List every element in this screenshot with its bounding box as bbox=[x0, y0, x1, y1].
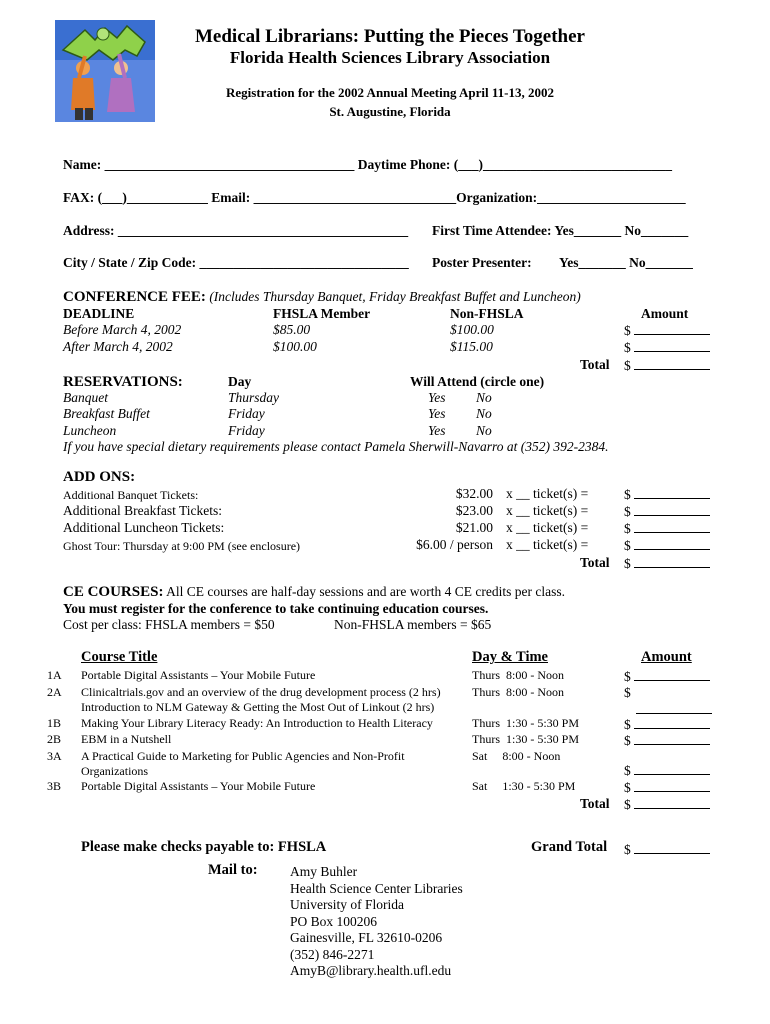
fee-total-label: Total bbox=[580, 357, 610, 372]
addon-label: Additional Luncheon Tickets: bbox=[63, 520, 225, 535]
reservation-day: Thursday bbox=[228, 390, 280, 405]
addon-price: $6.00 / person bbox=[416, 537, 493, 552]
reservation-day: Friday bbox=[228, 406, 265, 421]
reservation-event: Banquet bbox=[63, 390, 108, 405]
course-amount-field[interactable] bbox=[624, 779, 710, 796]
reservation-yes-option[interactable]: Yes bbox=[428, 423, 446, 438]
email-link[interactable]: AmyB@library.health.ufl.edu bbox=[290, 963, 452, 978]
fax-email-org-field[interactable]: FAX: (___)____________ Email: ______________________________Organization:______________________ bbox=[63, 190, 686, 205]
course-time: Thurs 1:30 - 5:30 PM bbox=[472, 732, 580, 746]
course-title: Making Your Library Literacy Ready: An Introduction to Health Literacy bbox=[81, 716, 433, 730]
fee-row-non: $115.00 bbox=[450, 339, 493, 354]
dollar-sign: $ bbox=[624, 842, 631, 857]
course-title: Portable Digital Assistants – Your Mobile Future bbox=[81, 779, 316, 793]
addon-amount-field[interactable] bbox=[624, 503, 710, 520]
fee-amount-field[interactable] bbox=[624, 322, 710, 339]
course-code: 2B bbox=[47, 732, 62, 746]
dollar-sign: $ bbox=[624, 521, 631, 536]
fee-heading-text: CONFERENCE FEE: bbox=[63, 289, 206, 305]
ce-cost-members: Cost per class: FHSLA members = $50 bbox=[63, 617, 275, 632]
poster-presenter-label: Poster Presenter: bbox=[432, 255, 532, 270]
reservation-event: Luncheon bbox=[63, 423, 117, 438]
addon-price: $32.00 bbox=[455, 486, 493, 501]
dollar-sign: $ bbox=[624, 556, 631, 571]
fee-col-deadline: DEADLINE bbox=[63, 306, 135, 321]
addon-ticket-count[interactable]: x __ ticket(s) = bbox=[506, 520, 589, 535]
ce-heading-text: CE COURSES: bbox=[63, 584, 164, 600]
association-name: Florida Health Sciences Library Association bbox=[229, 48, 551, 67]
mailing-address bbox=[290, 864, 463, 980]
course-title: Introduction to NLM Gateway & Getting the Most Out of Linkout (2 hrs) bbox=[81, 700, 435, 714]
address-field[interactable]: Address: ___________________________________________ bbox=[63, 223, 409, 238]
address-line: University of Florida bbox=[290, 897, 404, 912]
addon-amount-field[interactable] bbox=[624, 486, 710, 503]
dollar-sign: $ bbox=[624, 504, 631, 519]
course-title: Organizations bbox=[81, 764, 149, 778]
dollar-sign: $ bbox=[624, 780, 631, 795]
ce-total-label: Total bbox=[580, 796, 610, 811]
fee-amount-field[interactable] bbox=[624, 339, 710, 356]
ce-col-amount: Amount bbox=[641, 649, 692, 665]
fee-total-field[interactable] bbox=[624, 357, 710, 374]
addon-amount-field[interactable] bbox=[624, 537, 710, 554]
fee-note: (Includes Thursday Banquet, Friday Breakfast Buffet and Luncheon) bbox=[209, 289, 581, 304]
course-title: Clinicaltrials.gov and an overview of the drug development process (2 hrs) bbox=[81, 685, 441, 699]
ce-courses-heading bbox=[63, 584, 565, 601]
course-amount-field[interactable] bbox=[624, 716, 710, 733]
addons-total-field[interactable] bbox=[624, 555, 710, 572]
dollar-sign: $ bbox=[624, 797, 631, 812]
course-code: 1A bbox=[47, 668, 62, 682]
address-line: Gainesville, FL 32610-0206 bbox=[290, 930, 443, 945]
addons-total-label: Total bbox=[580, 555, 610, 570]
dietary-note: If you have special dietary requirements please contact Pamela Sherwill-Navarro at (352) 392-2384. bbox=[63, 439, 609, 454]
address-line: Health Science Center Libraries bbox=[290, 880, 463, 896]
fee-row-non: $100.00 bbox=[450, 322, 494, 337]
dollar-sign: $ bbox=[624, 717, 631, 732]
dollar-sign: $ bbox=[624, 340, 631, 355]
address-line: (352) 846-2271 bbox=[290, 946, 375, 962]
reservation-no-option[interactable]: No bbox=[476, 406, 492, 421]
addon-price: $23.00 bbox=[455, 503, 493, 518]
course-amount-field[interactable] bbox=[624, 762, 710, 779]
course-title: Portable Digital Assistants – Your Mobile Future bbox=[81, 668, 316, 682]
city-state-zip-field[interactable]: City / State / Zip Code: _______________________________ bbox=[63, 255, 409, 270]
course-amount-field[interactable] bbox=[624, 668, 710, 685]
fee-row-deadline: After March 4, 2002 bbox=[63, 339, 173, 354]
checks-payable: Please make checks payable to: FHSLA bbox=[81, 839, 327, 855]
course-title: A Practical Guide to Marketing for Public Agencies and Non-Profit bbox=[81, 749, 405, 763]
addon-amount-field[interactable] bbox=[624, 520, 710, 537]
ce-cost-nonmembers: Non-FHSLA members = $65 bbox=[334, 617, 492, 632]
reservation-no-option[interactable]: No bbox=[476, 390, 492, 405]
dollar-sign: $ bbox=[624, 733, 631, 748]
registration-line: Registration for the 2002 Annual Meeting April 11-13, 2002 bbox=[225, 85, 554, 100]
poster-presenter-options[interactable]: Yes_______ No_______ bbox=[559, 255, 693, 270]
course-title: EBM in a Nutshell bbox=[81, 732, 172, 746]
reservation-yes-option[interactable]: Yes bbox=[428, 390, 446, 405]
course-time: Thurs 1:30 - 5:30 PM bbox=[472, 716, 580, 730]
reservation-no-option[interactable]: No bbox=[476, 423, 492, 438]
fee-row-member: $100.00 bbox=[273, 339, 317, 354]
dollar-sign: $ bbox=[624, 487, 631, 502]
address-line: PO Box 100206 bbox=[290, 913, 378, 929]
course-time: Thurs 8:00 - Noon bbox=[472, 685, 564, 699]
addon-ticket-count[interactable]: x __ ticket(s) = bbox=[506, 537, 589, 552]
dollar-sign: $ bbox=[624, 323, 631, 338]
course-time: Sat 8:00 - Noon bbox=[472, 749, 561, 763]
course-code: 3A bbox=[47, 749, 62, 763]
addon-price: $21.00 bbox=[455, 520, 493, 535]
ce-col-time: Day & Time bbox=[472, 649, 548, 665]
course-code: 3B bbox=[47, 779, 62, 793]
addons-heading: ADD ONS: bbox=[63, 469, 136, 485]
reservations-col-attend: Will Attend (circle one) bbox=[410, 374, 545, 389]
ce-col-title: Course Title bbox=[81, 649, 158, 665]
fee-col-amount: Amount bbox=[641, 306, 689, 321]
grand-total-field[interactable] bbox=[624, 841, 710, 858]
address-line: Amy Buhler bbox=[290, 864, 358, 879]
course-code: 1B bbox=[47, 716, 62, 730]
ce-description: All CE courses are half-day sessions and are worth 4 CE credits per class. bbox=[166, 584, 565, 599]
reservation-event: Breakfast Buffet bbox=[63, 406, 150, 421]
addon-ticket-count[interactable]: x __ ticket(s) = bbox=[506, 503, 589, 518]
reservations-heading: RESERVATIONS: bbox=[63, 374, 183, 390]
reservation-day: Friday bbox=[228, 423, 265, 438]
course-code: 2A bbox=[47, 685, 62, 699]
grand-total-label: Grand Total bbox=[531, 839, 608, 855]
ce-total-field[interactable] bbox=[624, 796, 710, 813]
conference-fee-heading bbox=[63, 289, 581, 306]
course-amount-dollar: $ bbox=[624, 685, 631, 700]
dollar-sign: $ bbox=[624, 763, 631, 778]
addon-ticket-count[interactable]: x __ ticket(s) = bbox=[506, 486, 589, 501]
ce-must-register: You must register for the conference to take continuing education courses. bbox=[63, 601, 489, 616]
dollar-sign: $ bbox=[624, 538, 631, 553]
fee-col-member: FHSLA Member bbox=[273, 306, 371, 321]
fee-row-deadline: Before March 4, 2002 bbox=[63, 322, 182, 337]
course-time: Thurs 8:00 - Noon bbox=[472, 668, 564, 682]
fee-row-member: $85.00 bbox=[273, 322, 311, 337]
addon-label: Ghost Tour: Thursday at 9:00 PM (see enclosure) bbox=[63, 539, 301, 553]
dollar-sign: $ bbox=[624, 669, 631, 684]
name-phone-field[interactable]: Name: _____________________________________ Daytime Phone: (___)____________________________ bbox=[63, 157, 672, 172]
location-line: St. Augustine, Florida bbox=[329, 104, 451, 119]
mail-to-label: Mail to: bbox=[208, 862, 258, 878]
fee-col-non: Non-FHSLA bbox=[450, 306, 524, 321]
first-time-attendee-field[interactable]: First Time Attendee: Yes_______ No_______ bbox=[432, 223, 689, 238]
addon-label: Additional Breakfast Tickets: bbox=[63, 503, 222, 518]
page-title: Medical Librarians: Putting the Pieces Together bbox=[195, 26, 585, 47]
addon-label: Additional Banquet Tickets: bbox=[63, 488, 199, 502]
reservation-yes-option[interactable]: Yes bbox=[428, 406, 446, 421]
course-amount-field[interactable] bbox=[624, 732, 710, 749]
reservations-col-day: Day bbox=[228, 374, 252, 389]
dollar-sign: $ bbox=[624, 358, 631, 373]
course-time: Sat 1:30 - 5:30 PM bbox=[472, 779, 576, 793]
